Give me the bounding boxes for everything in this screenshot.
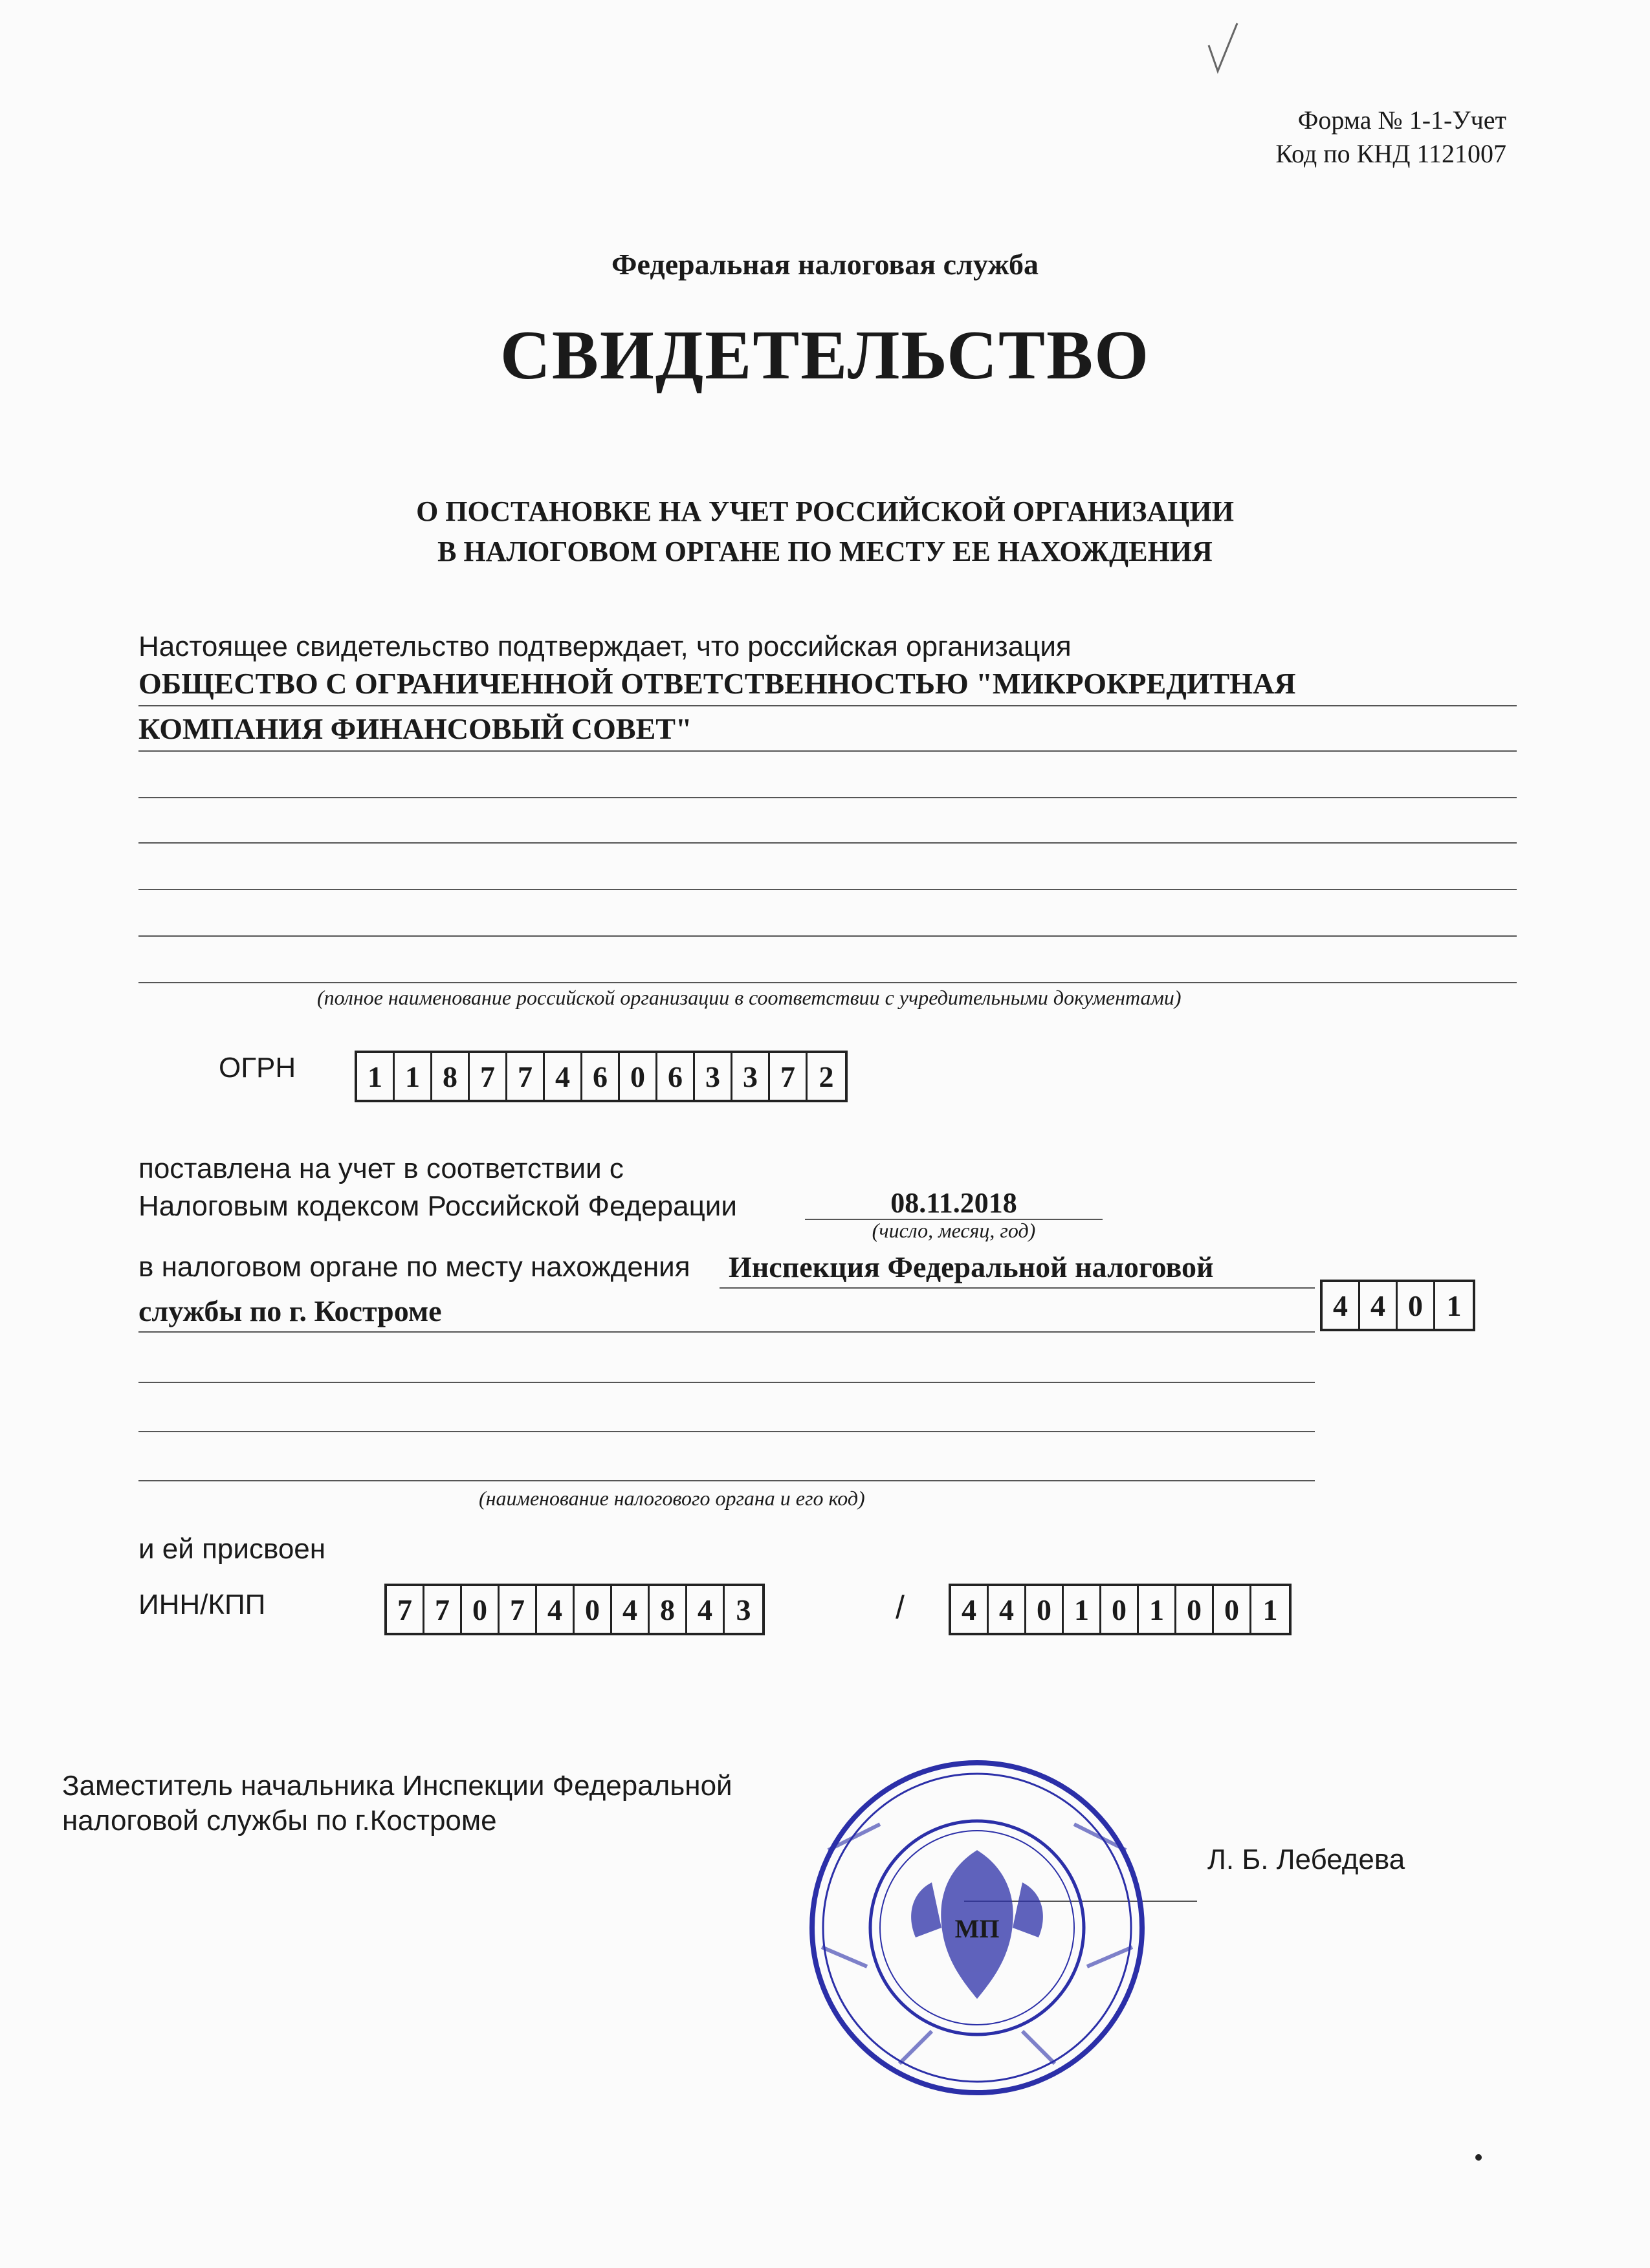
inn-digit: 7 xyxy=(500,1586,537,1633)
registered-line-2: Налоговым кодексом Российской Федерации xyxy=(138,1190,737,1222)
ogrn-digit: 7 xyxy=(507,1053,545,1100)
kpp-digit: 0 xyxy=(1214,1586,1251,1633)
kpp-digit: 4 xyxy=(989,1586,1026,1633)
inn-digit: 0 xyxy=(575,1586,612,1633)
speck xyxy=(1475,2154,1482,2161)
tax-office-code-digit: 0 xyxy=(1398,1282,1435,1329)
document-subtitle xyxy=(0,492,1650,572)
divider xyxy=(138,750,1517,752)
ogrn-digit: 2 xyxy=(819,1060,834,1093)
divider xyxy=(138,889,1517,890)
subtitle-line-1: О ПОСТАНОВКЕ НА УЧЕТ РОССИЙСКОЙ ОРГАНИЗАЦИИ xyxy=(416,496,1234,527)
inn-digit: 4 xyxy=(537,1586,575,1633)
ogrn-digit: 1 xyxy=(357,1053,395,1100)
inn-digit: 7 xyxy=(387,1586,424,1633)
inn-kpp-separator: / xyxy=(896,1589,905,1626)
ogrn-digit: 4 xyxy=(545,1053,582,1100)
tax-office-caption: (наименование налогового органа и его код) xyxy=(479,1487,865,1510)
signer-name: Л. Б. Лебедева xyxy=(1207,1844,1405,1875)
tax-office-code-digit: 4 xyxy=(1323,1282,1360,1329)
org-name-line-2: КОМПАНИЯ ФИНАНСОВЫЙ СОВЕТ" xyxy=(138,712,692,745)
divider xyxy=(138,1431,1315,1432)
divider xyxy=(138,1480,1315,1481)
agency-name: Федеральная налоговая служба xyxy=(611,248,1039,281)
org-caption: (полное наименование российской организации в соответствии с учредительными документами) xyxy=(317,986,1182,1009)
kpp-digit: 0 xyxy=(1176,1586,1214,1633)
signer-title-line-1: Заместитель начальника Инспекции Федеральной xyxy=(62,1770,732,1802)
tax-office-code-digit: 4 xyxy=(1360,1282,1398,1329)
registration-date: 08.11.2018 xyxy=(890,1187,1017,1219)
check-mark-icon xyxy=(1204,19,1242,78)
inn-digit: 4 xyxy=(687,1586,725,1633)
tax-office-code-cells xyxy=(1320,1280,1475,1331)
ogrn-digit: 3 xyxy=(695,1053,732,1100)
kpp-cells xyxy=(949,1584,1292,1635)
official-stamp-icon xyxy=(802,1753,1152,2102)
kpp-digit: 4 xyxy=(951,1586,989,1633)
kpp-digit: 0 xyxy=(1026,1586,1064,1633)
tax-office-line-2: службы по г. Костроме xyxy=(138,1294,442,1327)
kpp-digit: 1 xyxy=(1064,1586,1101,1633)
divider xyxy=(138,982,1517,983)
tax-office-code-digit: 1 xyxy=(1446,1289,1462,1322)
document-title: СВИДЕТЕЛЬСТВО xyxy=(500,317,1150,394)
inn-cells xyxy=(384,1584,765,1635)
tax-office-prefix: в налоговом органе по месту нахождения xyxy=(138,1251,690,1283)
kpp-digit: 1 xyxy=(1262,1593,1278,1626)
ogrn-digit: 3 xyxy=(732,1053,770,1100)
ogrn-digit: 0 xyxy=(620,1053,657,1100)
ogrn-digit: 6 xyxy=(582,1053,620,1100)
kpp-digit: 1 xyxy=(1139,1586,1176,1633)
kpp-digit: 0 xyxy=(1101,1586,1139,1633)
inn-digit: 0 xyxy=(462,1586,500,1633)
ogrn-digit: 7 xyxy=(770,1053,808,1100)
inn-kpp-label: ИНН/КПП xyxy=(138,1589,266,1620)
divider xyxy=(138,705,1517,706)
ogrn-cells xyxy=(355,1051,848,1102)
inn-digit: 4 xyxy=(612,1586,650,1633)
divider xyxy=(138,797,1517,798)
org-name-line-1: ОБЩЕСТВО С ОГРАНИЧЕННОЙ ОТВЕТСТВЕННОСТЬЮ "МИКРОКРЕДИТНАЯ xyxy=(138,667,1296,700)
ogrn-digit: 7 xyxy=(470,1053,507,1100)
knd-code: Код по КНД 1121007 xyxy=(1275,139,1506,168)
ogrn-label: ОГРН xyxy=(219,1052,296,1084)
divider xyxy=(138,1331,1315,1333)
ogrn-digit: 8 xyxy=(432,1053,470,1100)
signer-title-line-2: налоговой службы по г.Костроме xyxy=(62,1805,497,1837)
ogrn-digit: 6 xyxy=(657,1053,695,1100)
tax-office-line-1: Инспекция Федеральной налоговой xyxy=(729,1250,1214,1283)
form-number: Форма № 1-1-Учет xyxy=(1297,105,1506,135)
ogrn-digit: 1 xyxy=(395,1053,432,1100)
stamp-mark: МП xyxy=(954,1914,1000,1943)
subtitle-line-2: В НАЛОГОВОМ ОРГАНЕ ПО МЕСТУ ЕЕ НАХОЖДЕНИЯ xyxy=(437,536,1213,567)
inn-digit: 3 xyxy=(736,1593,751,1626)
divider xyxy=(720,1287,1315,1289)
date-caption: (число, месяц, год) xyxy=(872,1219,1036,1242)
divider xyxy=(138,1382,1315,1383)
assigned-text: и ей присвоен xyxy=(138,1533,326,1565)
inn-digit: 7 xyxy=(424,1586,462,1633)
divider xyxy=(138,842,1517,844)
intro-text: Настоящее свидетельство подтверждает, что российская организация xyxy=(138,631,1072,662)
divider xyxy=(138,935,1517,937)
inn-digit: 8 xyxy=(650,1586,687,1633)
registered-line-1: поставлена на учет в соответствии с xyxy=(138,1153,624,1184)
